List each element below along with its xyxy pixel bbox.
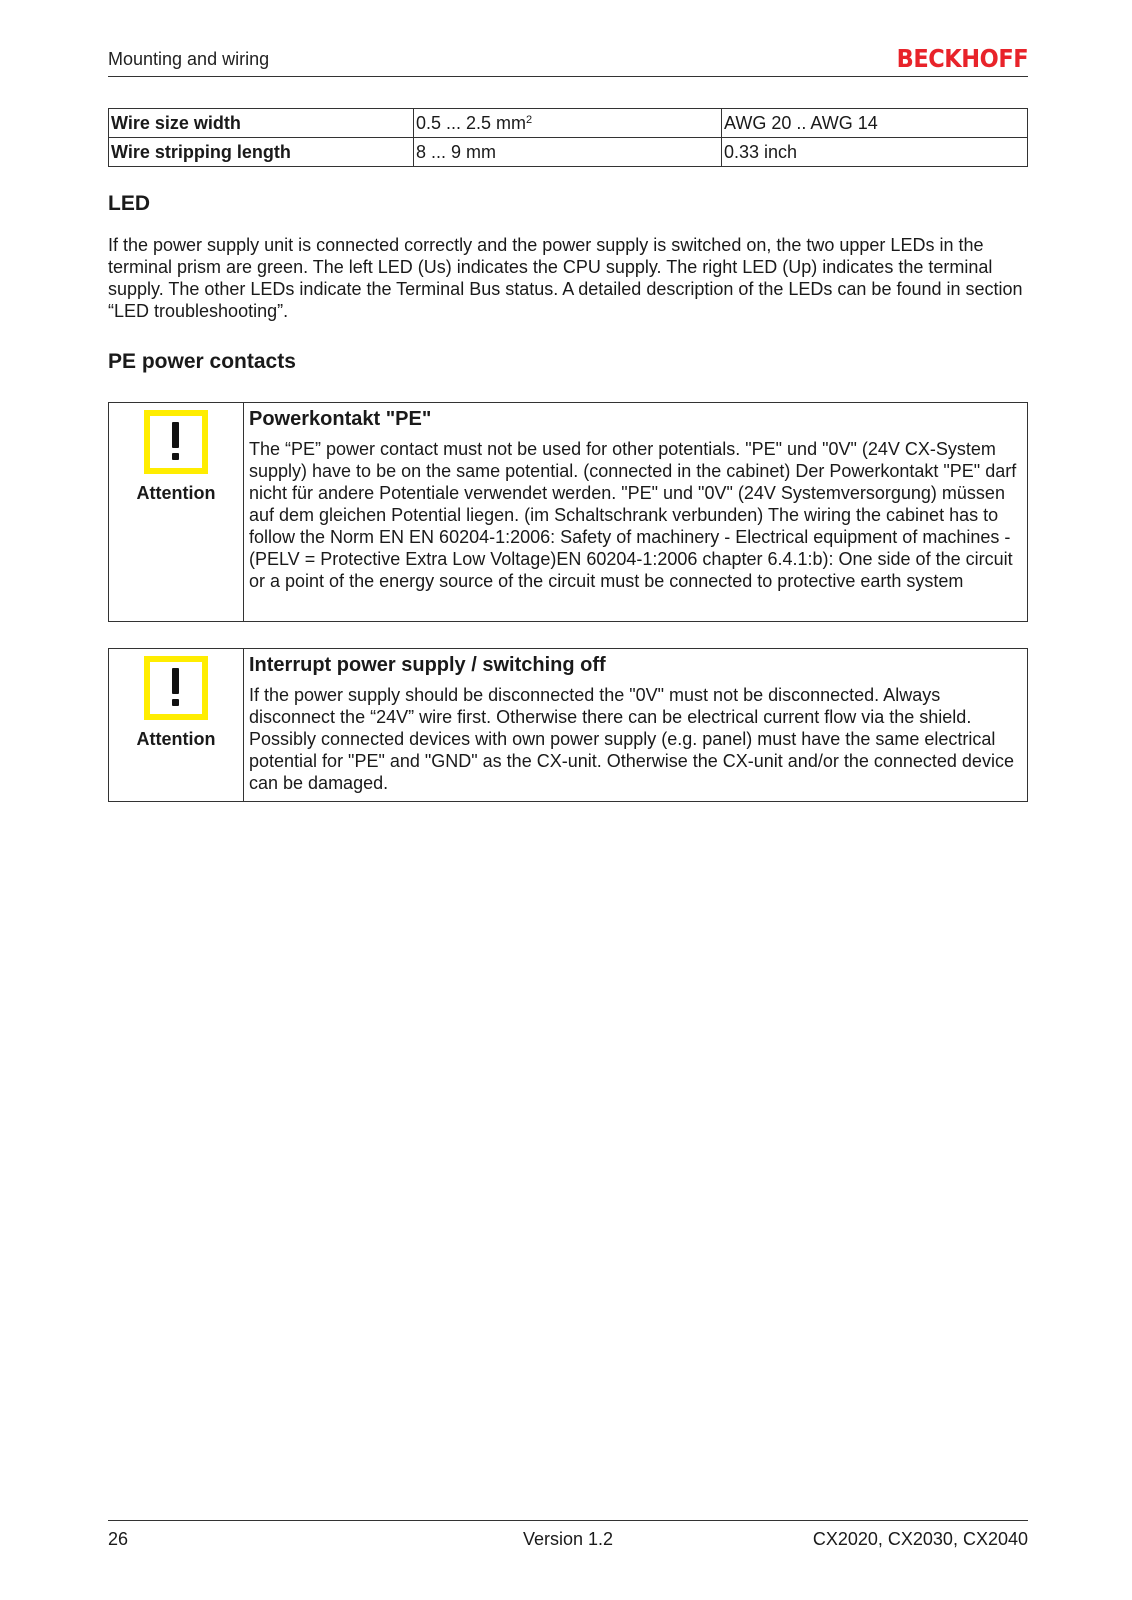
notice-sidebar: [109, 649, 244, 801]
attention-sign-icon: [144, 410, 208, 474]
led-heading: LED: [108, 192, 150, 215]
document-page: [108, 0, 1028, 1600]
attention-sign-icon: [144, 656, 208, 720]
notice-label: Attention: [136, 729, 216, 749]
notice-title: Powerkontakt "PE": [249, 408, 432, 430]
table-row: [109, 138, 1028, 167]
section-title: Mounting and wiring: [108, 49, 270, 69]
notice-content: [249, 654, 1021, 794]
notice-sidebar: [109, 403, 244, 621]
notice-text: If the power supply should be disconnected the "0V" must not be disconnected. Always disconnect the “24V” wire first. Otherwise there can be electrical current flow via the shield. Possibly connected devices with own power supply (e.g. panel) must have the same electrical potential for "PE" and "GND" as the CX-unit. Otherwise the CX-unit and/or the connected device can be damaged.: [249, 685, 1014, 793]
notice-title: Interrupt power supply / switching off: [249, 654, 606, 676]
notice-text: The “PE” power contact must not be used for other potentials. "PE" und "0V" (24V CX-System supply) have to be on the same potential. (connected in the cabinet) Der Powerkontakt "PE" darf nicht für andere Potentiale verwendet werden. "PE" und "0V" (24V Systemversorgung) müssen auf dem gleichen Potential liegen. (im Schaltschrank verbunden) The wiring the cabinet has to follow the Norm EN EN 60204-1:2006: Safety of machinery - Electrical equipment of machines - (PELV = Protective Extra Low Voltage)EN 60204-1:2006 chapter 6.4.1:b): One side of the circuit or a point of the energy source of the circuit must be connected to protective earth system: [249, 439, 1017, 591]
spec-imperial: AWG 20 .. AWG 14: [722, 109, 1028, 138]
spec-label: Wire stripping length: [109, 138, 414, 167]
spec-metric: [414, 109, 722, 138]
product-list: CX2020, CX2030, CX2040: [812, 1529, 1028, 1549]
attention-notice-pe: [108, 402, 1028, 622]
document-version: Version 1.2: [522, 1529, 614, 1549]
led-paragraph: If the power supply unit is connected correctly and the power supply is switched on, the two upper LEDs in the terminal prism are green. The left LED (Us) indicates the CPU supply. The right LED (Up) indicates the terminal supply. The other LEDs indicate the Terminal Bus status. A detailed description of the LEDs can be found in section “LED troubleshooting”.: [108, 235, 1023, 321]
table-row: [109, 109, 1028, 138]
spec-label: Wire size width: [109, 109, 414, 138]
attention-notice-power: [108, 648, 1028, 802]
notice-content: [249, 408, 1021, 592]
beckhoff-logo: BECKHOFF: [896, 44, 1028, 73]
spec-metric-superscript: 2: [526, 113, 533, 126]
page-header: [108, 46, 1028, 77]
spec-imperial: 0.33 inch: [722, 138, 1028, 167]
spec-metric: 8 ... 9 mm: [414, 138, 722, 167]
page-footer: [108, 1520, 1028, 1561]
page-number: 26: [108, 1529, 129, 1549]
wire-spec-table: [108, 108, 1028, 167]
notice-label: Attention: [136, 483, 216, 503]
spec-metric-value: 0.5 ... 2.5 mm: [416, 112, 527, 133]
pe-heading: PE power contacts: [108, 350, 296, 373]
